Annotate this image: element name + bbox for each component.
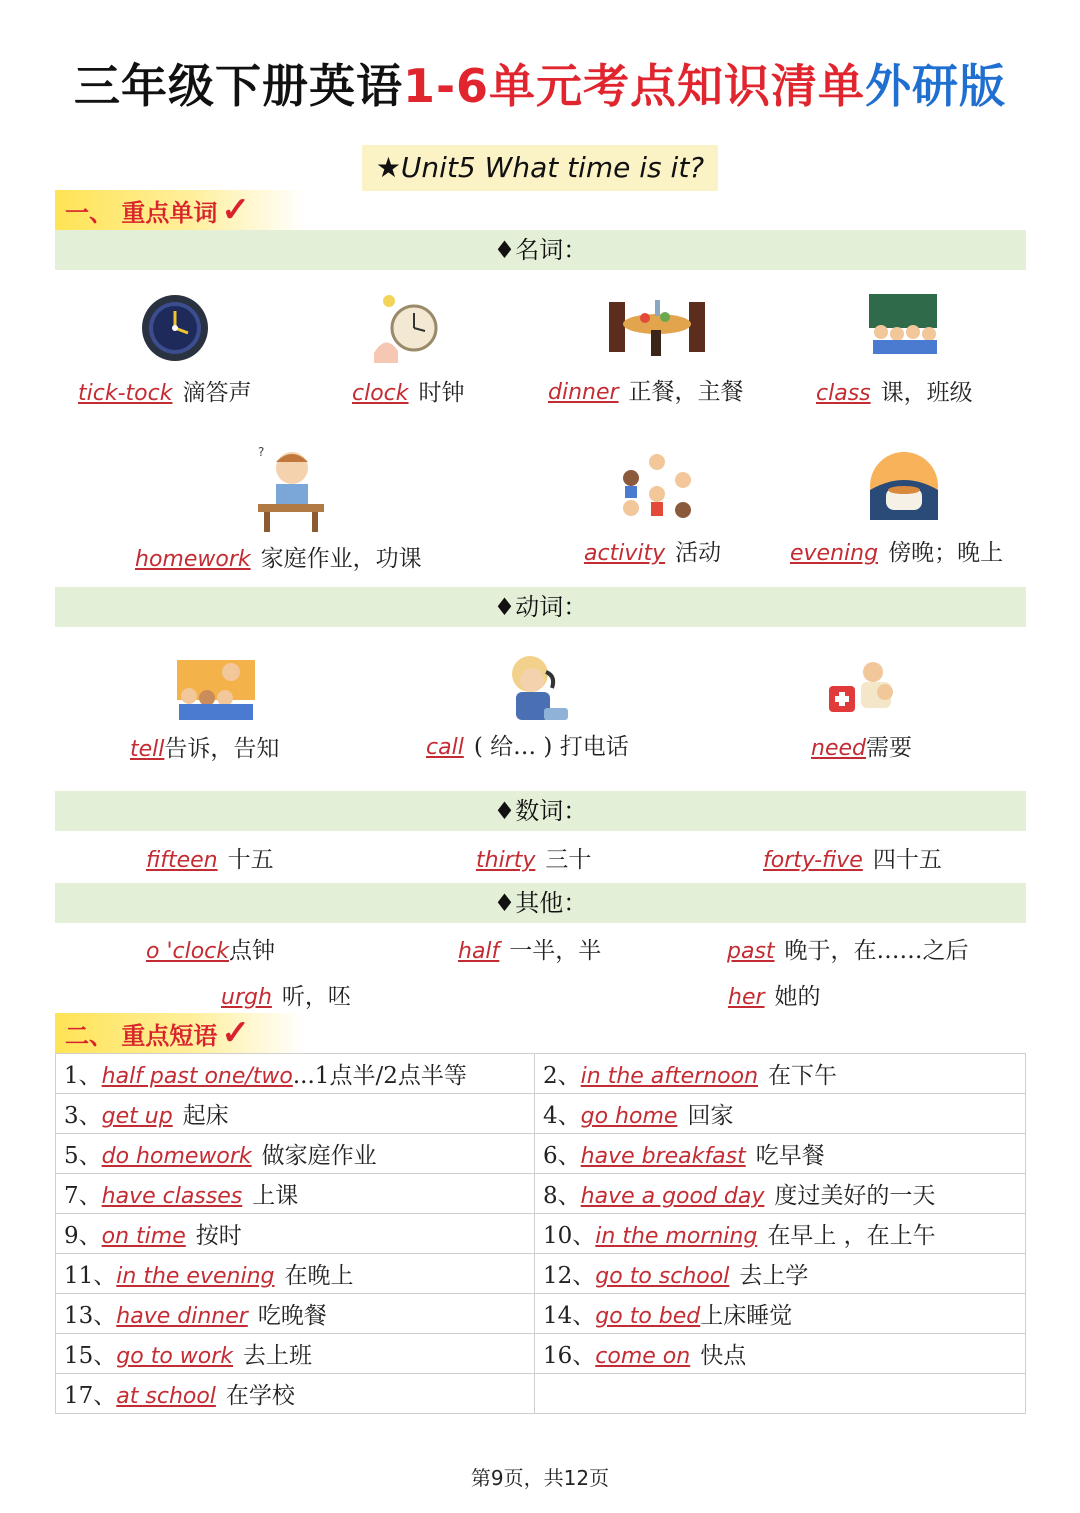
phrase-cell [535,1294,1026,1334]
phrase-cell [535,1214,1026,1254]
other-zh: 她的 [774,984,821,1010]
phrase-number: 15、 [64,1343,117,1369]
phrases-table [55,1053,1026,1414]
number-zh: 十五 [227,847,274,873]
phrase-cell [56,1094,535,1134]
phrase-en: have classes [101,1184,243,1209]
table-row [56,1054,1026,1094]
other-zh: 晚于，在……之后 [784,938,969,964]
verb-call [426,728,629,761]
phrase-number: 1、 [64,1063,102,1089]
noun-dinner [548,373,744,406]
phrase-en: have dinner [116,1304,248,1329]
verb-zh: ( 给… ) 打电话 [473,734,629,760]
page-title [0,50,1080,113]
others-band: ♦其他： [55,883,1026,923]
svg-text:?: ? [258,445,265,459]
phrase-number: 2、 [543,1063,581,1089]
verbs-band: ♦动词： [55,587,1026,627]
phrase-en: have a good day [580,1184,765,1209]
phrase-en: go home [580,1104,678,1129]
phrase-zh: 按时 [195,1223,242,1249]
phone-call-icon [500,652,574,724]
phrase-number: 10、 [543,1223,596,1249]
table-row [56,1374,1026,1414]
phrase-zh: 在早上 ，在上午 [767,1223,936,1249]
verb-tell [130,730,279,763]
noun-evening [790,534,1003,567]
phrase-number: 4、 [543,1103,581,1129]
phrase-zh: 回家 [687,1103,734,1129]
phrase-en: go to bed [595,1304,701,1329]
number-zh: 三十 [545,847,592,873]
title-edition: 外研版 [865,59,1007,113]
phrase-zh: 度过美好的一天 [774,1183,936,1209]
number-forty-five [763,841,942,874]
section-heading-words [55,190,305,230]
phrase-number: 5、 [64,1143,102,1169]
noun-zh: 活动 [675,540,722,566]
check-mark-icon: ✓ [221,1013,250,1053]
check-mark-icon: ✓ [221,190,250,230]
other-en: urgh [221,985,272,1010]
verb-zh: 告诉，告知 [164,736,280,762]
title-grade: 三年级下册英语 [73,59,403,113]
verb-zh: 需要 [865,735,912,761]
phrase-zh: 做家庭作业 [261,1143,377,1169]
phrase-cell [56,1214,535,1254]
verb-en: tell [130,737,165,762]
noun-zh: 正餐，主餐 [628,379,744,405]
phrase-zh: 上床睡觉 [700,1303,793,1329]
phrase-number: 7、 [64,1183,102,1209]
number-zh: 四十五 [872,847,942,873]
table-row [56,1294,1026,1334]
wall-clock-icon [136,293,214,363]
phrase-cell [535,1134,1026,1174]
noun-clock [352,374,465,407]
classroom-icon [863,292,943,358]
verb-en: call [426,735,464,760]
noun-en: activity [584,541,666,566]
phrase-en: go to school [595,1264,730,1289]
phrase-cell [56,1334,535,1374]
table-row [56,1254,1026,1294]
number-en: thirty [476,848,536,873]
noun-en: class [816,381,871,406]
other-zh: 点钟 [229,938,276,964]
phrase-zh: 起床 [182,1103,229,1129]
other-zh: 听，呸 [281,984,351,1010]
phrase-zh: 上课 [252,1183,299,1209]
other-urgh [221,978,351,1011]
phrase-number: 17、 [64,1383,117,1409]
noun-en: homework [135,547,251,572]
phrase-zh: 去上班 [243,1343,313,1369]
phrase-cell [535,1254,1026,1294]
other-zh: 一半，半 [509,938,602,964]
phrase-cell [535,1094,1026,1134]
title-topic: 1-6单元考点知识清单 [402,59,866,113]
phrase-number: 11、 [64,1263,117,1289]
table-row [56,1174,1026,1214]
noun-en: evening [790,541,879,566]
dinner-table-icon [605,292,709,360]
phrase-en: half past one/two [101,1064,293,1089]
phrase-cell [56,1294,535,1334]
noun-en: tick-tock [78,381,173,406]
phrase-zh: 在下午 [768,1063,838,1089]
section-heading-phrases-label: 二、 重点短语 [65,1021,218,1050]
noun-homework [135,540,422,573]
table-row [56,1334,1026,1374]
phrase-number: 13、 [64,1303,117,1329]
noun-en: dinner [548,380,619,405]
phrase-zh: 快点 [700,1343,747,1369]
other-past [727,932,969,965]
phrase-en: have breakfast [580,1144,746,1169]
noun-tick-tock [78,374,251,407]
phrase-zh: 去上学 [739,1263,809,1289]
table-row [56,1134,1026,1174]
number-en: forty-five [763,848,863,873]
phrase-number: 6、 [543,1143,581,1169]
number-fifteen [146,841,274,874]
table-row [56,1094,1026,1134]
phrase-en: in the morning [595,1224,758,1249]
first-aid-icon [825,658,899,718]
noun-zh: 课，班级 [880,380,973,406]
phrase-en: in the afternoon [580,1064,759,1089]
noun-zh: 傍晚；晚上 [888,540,1004,566]
phrase-number: 8、 [543,1183,581,1209]
phrase-zh: 吃早餐 [755,1143,825,1169]
section-heading-phrases [55,1013,305,1053]
phrase-zh: ...1点半/2点半等 [292,1063,467,1089]
phrase-en: at school [116,1384,216,1409]
phrase-cell [535,1054,1026,1094]
phrase-number: 9、 [64,1223,102,1249]
unit-title: ★Unit5 What time is it? [362,145,718,191]
phrase-cell-empty [535,1374,1026,1414]
section-heading-words-label: 一、 重点单词 [65,198,218,227]
other-oclock [146,932,275,965]
other-her [728,978,821,1011]
alarm-clock-icon [372,293,442,365]
phrase-number: 14、 [543,1303,596,1329]
phrase-cell [56,1134,535,1174]
phrase-number: 16、 [543,1343,596,1369]
phrase-cell [56,1174,535,1214]
number-en: fifteen [146,848,218,873]
phrase-zh: 在学校 [225,1383,295,1409]
noun-zh: 滴答声 [182,380,252,406]
phrase-number: 3、 [64,1103,102,1129]
numbers-band: ♦数词： [55,791,1026,831]
noun-activity [584,534,721,567]
evening-icon [868,450,940,522]
noun-class [816,374,973,407]
noun-zh: 时钟 [418,380,465,406]
phrase-number: 12、 [543,1263,596,1289]
phrase-en: do homework [101,1144,252,1169]
other-en: past [727,939,775,964]
phrase-en: get up [101,1104,173,1129]
phrase-en: on time [101,1224,186,1249]
noun-zh: 家庭作业，功课 [260,546,422,572]
other-half [458,932,601,965]
noun-en: clock [352,381,409,406]
phrase-cell [56,1374,535,1414]
phrase-en: come on [595,1344,691,1369]
storytelling-icon [175,658,257,722]
number-thirty [476,841,591,874]
other-en: her [728,985,765,1010]
page-footer: 第9页，共12页 [470,1466,610,1490]
verb-need [811,729,912,762]
phrase-cell [56,1254,535,1294]
verb-en: need [811,736,866,761]
phrase-cell [56,1054,535,1094]
phrase-en: go to work [116,1344,234,1369]
table-row [56,1214,1026,1254]
homework-icon [252,442,330,534]
phrase-en: in the evening [116,1264,275,1289]
other-en: o 'clock [146,939,230,964]
activity-icon [617,450,697,522]
other-en: half [458,939,500,964]
phrase-zh: 在晚上 [284,1263,354,1289]
phrase-zh: 吃晚餐 [257,1303,327,1329]
phrase-cell [535,1334,1026,1374]
nouns-band: ♦名词： [55,230,1026,270]
phrase-cell [535,1174,1026,1214]
